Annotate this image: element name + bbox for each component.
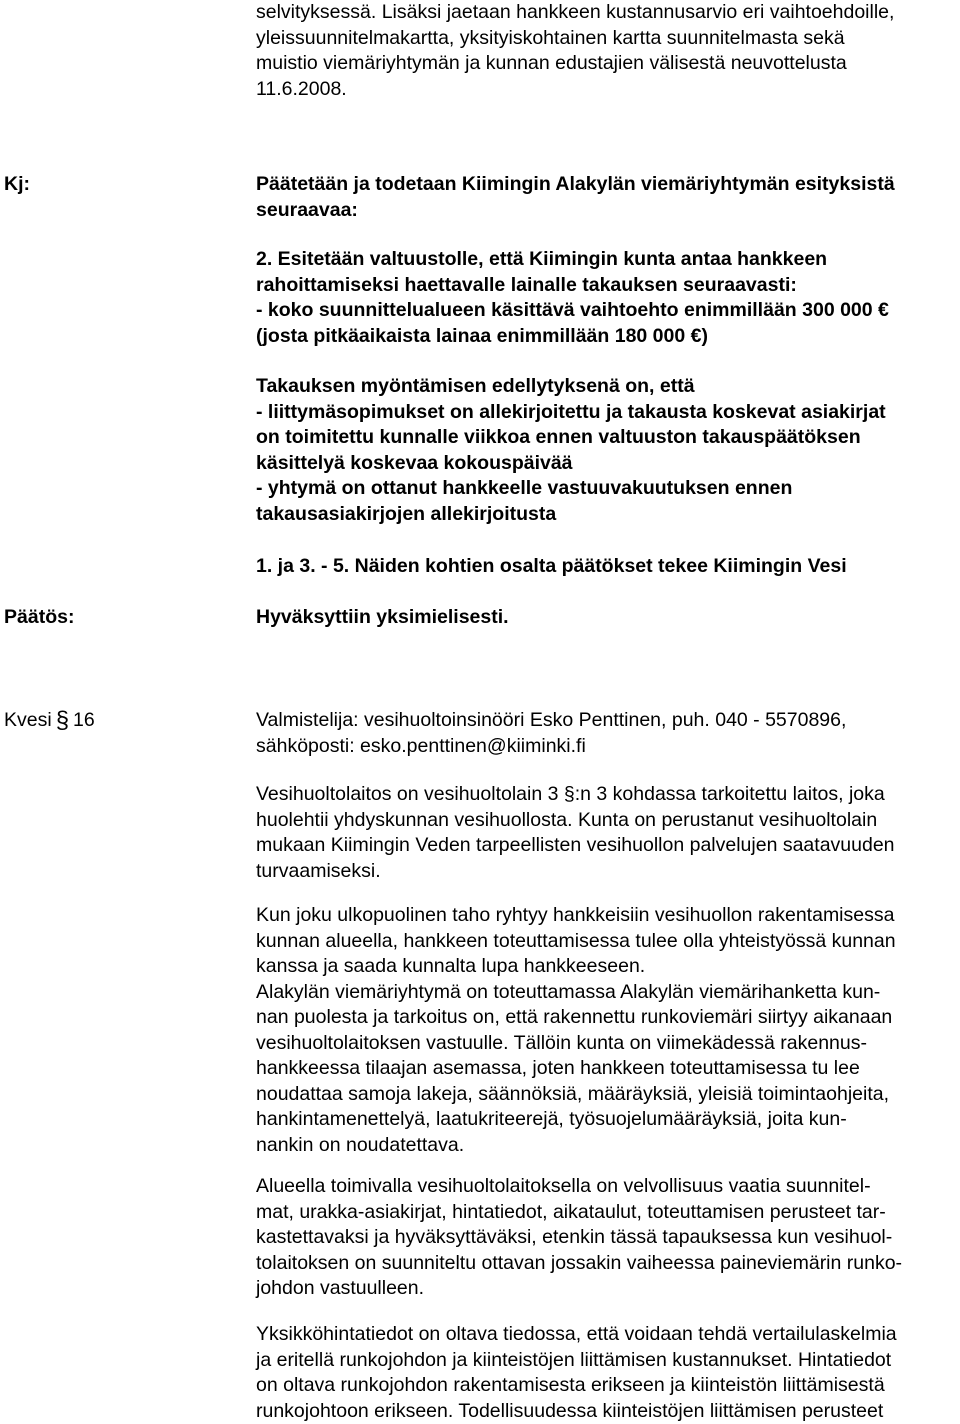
decision-text: Hyväksyttiin yksimielisesti.	[256, 605, 956, 631]
text-line: 11.6.2008.	[256, 77, 956, 103]
text-line: (josta pitkäaikaista lainaa enimmillään 180 000 €)	[256, 324, 956, 350]
text-line: Yksikköhintatiedot on oltava tiedossa, että voidaan tehdä vertailulaskelmia	[256, 1322, 956, 1348]
text-line: nan puolesta ja tarkoitus on, että rakennettu runkoviemäri siirtyy aikanaan	[256, 1005, 956, 1031]
text-line: johdon vastuulleen.	[256, 1276, 956, 1302]
text-line: Päätetään ja todetaan Kiimingin Alakylän viemäriyhtymän esityksistä	[256, 172, 956, 198]
text-line: Alueella toimivalla vesihuoltolaitoksella on velvollisuus vaatia suunnitel-	[256, 1174, 956, 1200]
guarantee-proposal	[256, 247, 956, 349]
text-line: runkojohtoon erikseen. Todellisuudessa kiinteistöjen liittämisen perusteet	[256, 1399, 956, 1424]
text-line: - yhtymä on ottanut hankkeelle vastuuvakuutuksen ennen	[256, 476, 956, 502]
text-line: seuraavaa:	[256, 198, 956, 224]
other-items-note: 1. ja 3. - 5. Näiden kohtien osalta päätökset tekee Kiimingin Vesi	[256, 554, 956, 580]
text-line: kanssa ja saada kunnalta lupa hankkeeseen.	[256, 954, 956, 980]
text-line: kastettavaksi ja hyväksyttäväksi, etenkin tässä tapauksessa kun vesihuol-	[256, 1225, 956, 1251]
text-line: käsittelyä koskevaa kokouspäivää	[256, 451, 956, 477]
text-line: turvaamiseksi.	[256, 859, 956, 885]
text-line: muistio viemäriyhtymän ja kunnan edustajien välisestä neuvottelusta	[256, 51, 956, 77]
section-sign: §	[52, 708, 73, 734]
decision-label: Päätös:	[4, 605, 74, 631]
text-line: sähköposti: esko.penttinen@kiiminki.fi	[256, 734, 956, 760]
text-line: hankintamenettelyä, laatukriteerejä, työsuojelumääräyksiä, joita kun-	[256, 1107, 956, 1133]
body-paragraph-1	[256, 782, 956, 884]
text-line: takausasiakirjojen allekirjoitusta	[256, 502, 956, 528]
text-line: tolaitoksen on suunniteltu ottavan jossakin vaiheessa paineviemärin runko-	[256, 1251, 956, 1277]
section-prefix: Kvesi	[4, 709, 52, 731]
text-line: on toimitettu kunnalle viikkoa ennen valtuuston takauspäätöksen	[256, 425, 956, 451]
text-line: - liittymäsopimukset on allekirjoitettu ja takausta koskevat asiakirjat	[256, 400, 956, 426]
body-paragraph-2	[256, 903, 956, 1158]
text-line: rahoittamiseksi haettavalle lainalle takauksen seuraavasti:	[256, 273, 956, 299]
text-line: Vesihuoltolaitos on vesihuoltolain 3 §:n 3 kohdassa tarkoitettu laitos, joka	[256, 782, 956, 808]
text-line: 2. Esitetään valtuustolle, että Kiimingin kunta antaa hankkeen	[256, 247, 956, 273]
body-paragraph-3	[256, 1174, 956, 1302]
text-line: vesihuoltolaitoksen vastuulle. Tällöin kunta on viimekädessä rakennus-	[256, 1031, 956, 1057]
kj-proposal	[256, 172, 956, 223]
kj-label: Kj:	[4, 172, 30, 198]
text-line: on oltava runkojohdon rakentamisesta erikseen ja kiinteistön liittämisestä	[256, 1373, 956, 1399]
text-line: Kun joku ulkopuolinen taho ryhtyy hankkeisiin vesihuollon rakentamisessa	[256, 903, 956, 929]
intro-paragraph	[256, 0, 956, 102]
preparer-info	[256, 708, 956, 759]
text-line: Alakylän viemäriyhtymä on toteuttamassa Alakylän viemärihanketta kun-	[256, 980, 956, 1006]
section-heading	[4, 708, 95, 734]
body-paragraph-4	[256, 1322, 956, 1424]
text-line: Valmistelija: vesihuoltoinsinööri Esko Penttinen, puh. 040 - 5570896,	[256, 708, 956, 734]
text-line: - koko suunnittelualueen käsittävä vaihtoehto enimmillään 300 000 €	[256, 298, 956, 324]
text-line: nankin on noudatettava.	[256, 1133, 956, 1159]
text-line: ja eritellä runkojohdon ja kiinteistöjen liittämisen kustannukset. Hintatiedot	[256, 1348, 956, 1374]
guarantee-conditions	[256, 374, 956, 527]
text-line: hankkeessa tilaajan asemassa, joten hankkeen toteuttamisessa tu lee	[256, 1056, 956, 1082]
text-line: Takauksen myöntämisen edellytyksenä on, että	[256, 374, 956, 400]
text-line: huolehtii yhdyskunnan vesihuollosta. Kunta on perustanut vesihuoltolain	[256, 808, 956, 834]
text-line: mukaan Kiimingin Veden tarpeellisten vesihuollon palvelujen saatavuuden	[256, 833, 956, 859]
text-line: selvityksessä. Lisäksi jaetaan hankkeen kustannusarvio eri vaihtoehdoille,	[256, 0, 956, 26]
text-line: noudattaa samoja lakeja, säännöksiä, määräyksiä, yleisiä toimintaohjeita,	[256, 1082, 956, 1108]
section-number: 16	[73, 709, 95, 731]
text-line: mat, urakka-asiakirjat, hintatiedot, aikataulut, toteuttamisen perusteet tar-	[256, 1200, 956, 1226]
text-line: yleissuunnitelmakartta, yksityiskohtainen kartta suunnitelmasta sekä	[256, 26, 956, 52]
text-line: kunnan alueella, hankkeen toteuttamisessa tulee olla yhteistyössä kunnan	[256, 929, 956, 955]
